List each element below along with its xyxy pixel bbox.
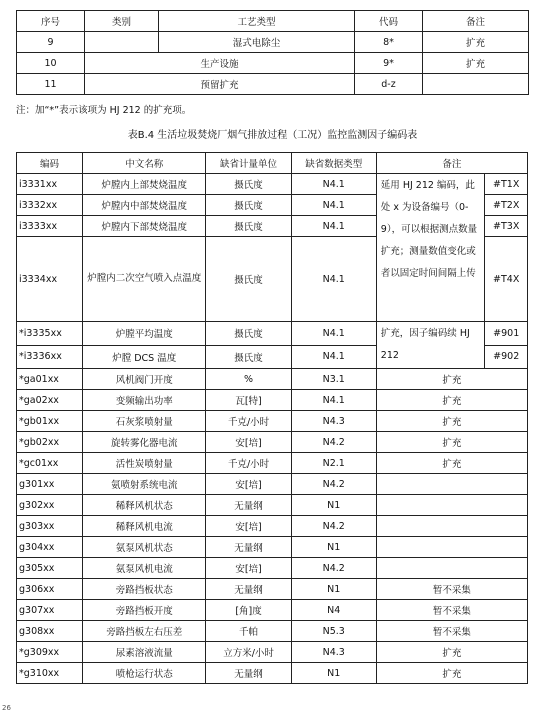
code-cell: *g309xx (17, 642, 83, 663)
name-cell: 炉膛内二次空气喷入点温度 (83, 237, 206, 322)
name-cell: 炉膛内中部焚烧温度 (83, 195, 206, 216)
header-cell: 序号 (17, 11, 85, 32)
data-type-cell: N4.2 (291, 474, 376, 495)
remark-cell: 扩充 (376, 369, 527, 390)
remark-cell (376, 495, 527, 516)
name-cell: 稀释风机状态 (83, 495, 206, 516)
remark-cell: 扩充 (376, 390, 527, 411)
data-type-cell: N4.1 (291, 195, 376, 216)
page-number: 26 (2, 704, 11, 712)
remark-cell: 暂不采集 (376, 621, 527, 642)
code-cell: g307xx (17, 600, 83, 621)
code-cell: *gc01xx (17, 453, 83, 474)
data-type-cell: N4.1 (291, 237, 376, 322)
table-row (17, 621, 528, 642)
code-cell: d-z (355, 74, 423, 95)
name-cell: 炉膛平均温度 (83, 322, 206, 346)
table-row (17, 558, 528, 579)
unit-cell: 摄氏度 (206, 195, 291, 216)
unit-cell: 千克/小时 (206, 411, 291, 432)
data-type-cell: N1 (291, 579, 376, 600)
name-cell: 炉膛内上部焚烧温度 (83, 174, 206, 195)
sub-code-cell: #902 (485, 345, 528, 369)
code-cell: *gb01xx (17, 411, 83, 432)
name-cell: 旁路挡板左右压差 (83, 621, 206, 642)
table-row (17, 432, 528, 453)
data-type-cell: N1 (291, 495, 376, 516)
remark-cell: 扩充 (423, 32, 529, 53)
remark-cell (376, 516, 527, 537)
table-row (17, 32, 529, 53)
table-row (17, 642, 528, 663)
table-title: 表B.4 生活垃圾焚烧厂烟气排放过程（工况）监控监测因子编码表 (127, 130, 418, 141)
table-row (17, 369, 528, 390)
data-type-cell: N4.1 (291, 345, 376, 369)
header-cell: 类别 (85, 11, 159, 32)
code-cell: 9* (355, 53, 423, 74)
data-type-cell: N2.1 (291, 453, 376, 474)
code-cell: *i3336xx (17, 345, 83, 369)
remark-cell: 暂不采集 (376, 579, 527, 600)
unit-cell: 摄氏度 (206, 345, 291, 369)
name-cell: 变频输出功率 (83, 390, 206, 411)
code-cell: g302xx (17, 495, 83, 516)
name-cell: 稀释风机电流 (83, 516, 206, 537)
data-type-cell: N4.1 (291, 390, 376, 411)
unit-cell: 千帕 (206, 621, 291, 642)
sub-code-cell: #T1X (485, 174, 528, 195)
category-cell: 预留扩充 (85, 74, 355, 95)
header-cell: 中文名称 (83, 153, 206, 174)
process-type-cell: 湿式电除尘 (159, 32, 355, 53)
remark-cell (423, 74, 529, 95)
unit-cell: 摄氏度 (206, 174, 291, 195)
unit-cell: 无量纲 (206, 579, 291, 600)
sub-code-cell: #901 (485, 322, 528, 346)
table-row (17, 495, 528, 516)
data-type-cell: N4.2 (291, 516, 376, 537)
header-cell: 代码 (355, 11, 423, 32)
unit-cell: 安[培] (206, 516, 291, 537)
row-number: 10 (17, 53, 85, 74)
data-type-cell: N5.3 (291, 621, 376, 642)
data-type-cell: N4 (291, 600, 376, 621)
unit-cell: 安[培] (206, 474, 291, 495)
remark-cell: 扩充 (376, 432, 527, 453)
unit-cell: 安[培] (206, 558, 291, 579)
code-cell: *ga01xx (17, 369, 83, 390)
code-cell: i3331xx (17, 174, 83, 195)
unit-cell: [角]度 (206, 600, 291, 621)
remark-cell: 扩充 (376, 411, 527, 432)
unit-cell: 无量纲 (206, 537, 291, 558)
table-row (17, 174, 528, 195)
data-type-cell: N1 (291, 537, 376, 558)
unit-cell: % (206, 369, 291, 390)
name-cell: 旁路挡板开度 (83, 600, 206, 621)
unit-cell: 瓦[特] (206, 390, 291, 411)
unit-cell: 千克/小时 (206, 453, 291, 474)
code-cell: i3333xx (17, 216, 83, 237)
sub-code-cell: #T4X (485, 237, 528, 322)
data-type-cell: N4.3 (291, 411, 376, 432)
monitoring-factor-code-table (16, 152, 528, 684)
unit-cell: 无量纲 (206, 495, 291, 516)
data-type-cell: N4.1 (291, 174, 376, 195)
code-cell: *gb02xx (17, 432, 83, 453)
table-header-row (17, 11, 529, 32)
remark-cell: 扩充 (376, 642, 527, 663)
unit-cell: 摄氏度 (206, 216, 291, 237)
table-row (17, 516, 528, 537)
unit-cell: 安[培] (206, 432, 291, 453)
sub-code-cell: #T3X (485, 216, 528, 237)
remark-cell: 延用 HJ 212 编码，此处 x 为设备编号（0-9），可以根据测点数量扩充；测量数值变化或者以固定时间间隔上传 (376, 174, 485, 322)
code-cell: g306xx (17, 579, 83, 600)
row-number: 9 (17, 32, 85, 53)
table-row (17, 537, 528, 558)
name-cell: 活性炭喷射量 (83, 453, 206, 474)
code-cell: i3332xx (17, 195, 83, 216)
row-number: 11 (17, 74, 85, 95)
data-type-cell: N4.1 (291, 322, 376, 346)
code-cell: *i3335xx (17, 322, 83, 346)
table-row (17, 579, 528, 600)
table-row (17, 453, 528, 474)
data-type-cell: N4.2 (291, 432, 376, 453)
name-cell: 旋转雾化器电流 (83, 432, 206, 453)
table-row (17, 74, 529, 95)
name-cell: 喷枪运行状态 (83, 663, 206, 684)
remark-cell (376, 558, 527, 579)
header-cell: 工艺类型 (159, 11, 355, 32)
name-cell: 炉膛 DCS 温度 (83, 345, 206, 369)
name-cell: 氨泵风机状态 (83, 537, 206, 558)
data-type-cell: N3.1 (291, 369, 376, 390)
data-type-cell: N4.1 (291, 216, 376, 237)
code-cell: g308xx (17, 621, 83, 642)
code-cell: g303xx (17, 516, 83, 537)
code-cell: *ga02xx (17, 390, 83, 411)
header-cell: 备注 (423, 11, 529, 32)
table-row (17, 53, 529, 74)
name-cell: 氨喷射系统电流 (83, 474, 206, 495)
unit-cell: 摄氏度 (206, 322, 291, 346)
remark-cell: 扩充，因子编码续 HJ 212 (376, 322, 485, 369)
category-cell (85, 32, 159, 53)
sub-code-cell: #T2X (485, 195, 528, 216)
table-note: 注：加“*”表示该项为 HJ 212 的扩充项。 (16, 105, 192, 116)
header-cell: 编码 (17, 153, 83, 174)
name-cell: 氨泵风机电流 (83, 558, 206, 579)
table-row (17, 663, 528, 684)
code-cell: g305xx (17, 558, 83, 579)
header-cell: 缺省数据类型 (291, 153, 376, 174)
code-cell: g301xx (17, 474, 83, 495)
code-cell: *g310xx (17, 663, 83, 684)
code-cell: 8* (355, 32, 423, 53)
name-cell: 尿素溶液流量 (83, 642, 206, 663)
table-header-row (17, 153, 528, 174)
table-row (17, 474, 528, 495)
remark-cell: 扩充 (376, 663, 527, 684)
data-type-cell: N4.3 (291, 642, 376, 663)
remark-cell (376, 537, 527, 558)
header-cell: 备注 (376, 153, 527, 174)
name-cell: 石灰浆喷射量 (83, 411, 206, 432)
code-cell: g304xx (17, 537, 83, 558)
table-row (17, 600, 528, 621)
table-row (17, 411, 528, 432)
table-row (17, 390, 528, 411)
header-cell: 缺省计量单位 (206, 153, 291, 174)
code-cell: i3334xx (17, 237, 83, 322)
remark-cell: 扩充 (376, 453, 527, 474)
remark-cell: 暂不采集 (376, 600, 527, 621)
table-row (17, 322, 528, 346)
data-type-cell: N1 (291, 663, 376, 684)
name-cell: 旁路挡板状态 (83, 579, 206, 600)
remark-cell (376, 474, 527, 495)
process-type-table (16, 10, 529, 95)
unit-cell: 无量纲 (206, 663, 291, 684)
unit-cell: 立方米/小时 (206, 642, 291, 663)
name-cell: 炉膛内下部焚烧温度 (83, 216, 206, 237)
name-cell: 风机阀门开度 (83, 369, 206, 390)
category-cell: 生产设施 (85, 53, 355, 74)
unit-cell: 摄氏度 (206, 237, 291, 322)
data-type-cell: N4.2 (291, 558, 376, 579)
remark-cell: 扩充 (423, 53, 529, 74)
